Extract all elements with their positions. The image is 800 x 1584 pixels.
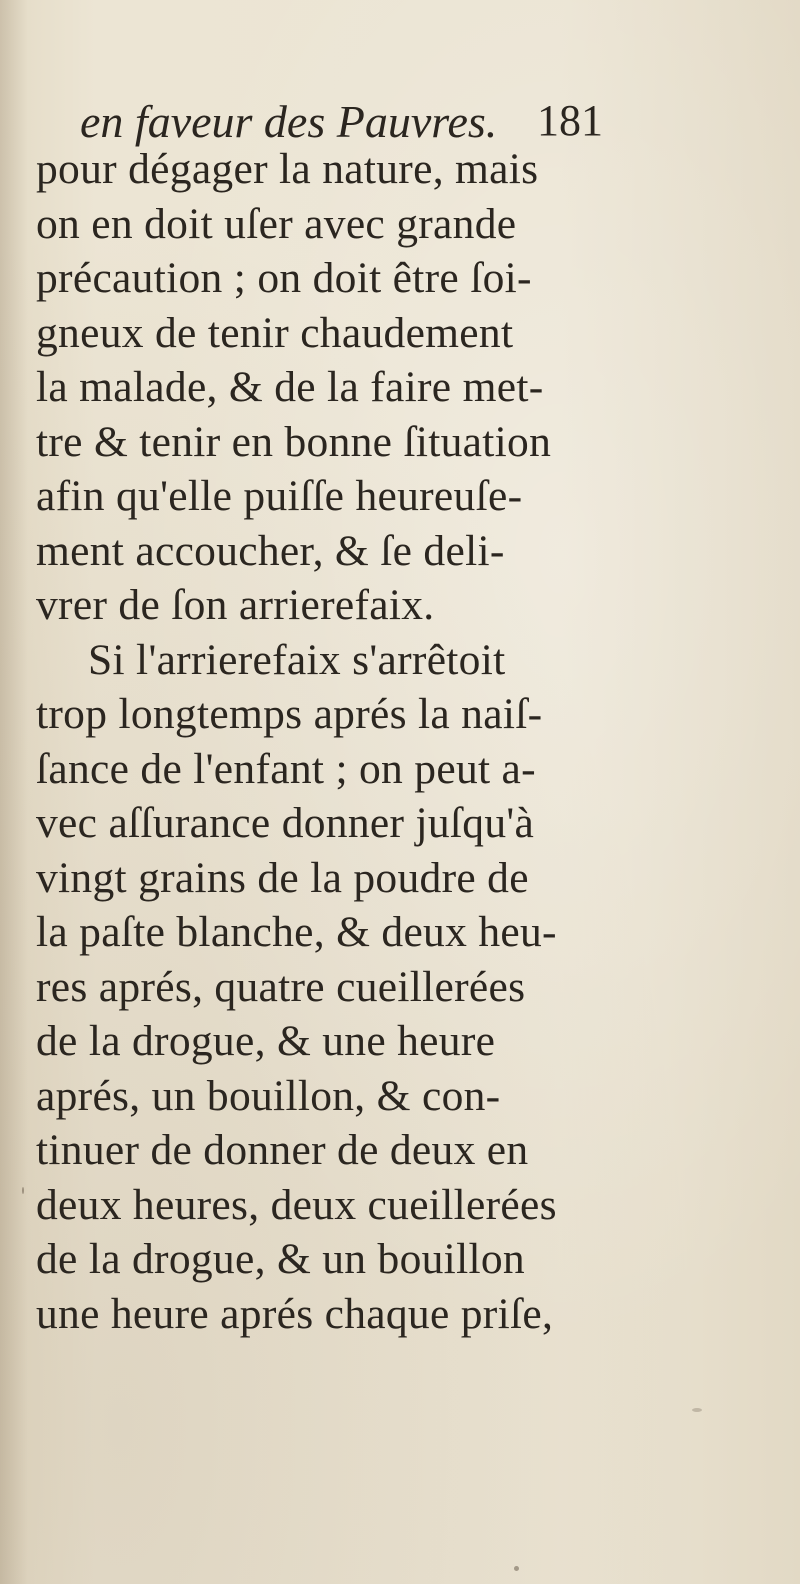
gutter-shadow [0,0,28,1584]
text-line: gneux de tenir chaudement [36,308,514,357]
text-line: tinuer de donner de deux en [36,1126,529,1174]
text-line: on en doit uſer avec grande [36,199,517,248]
text-line: aprés, un bouillon, & con- [36,1071,501,1120]
text-line: trop longtemps aprés la naiſ- [36,690,543,738]
running-head: en faveur des Pauvres. [80,96,498,147]
text-line: ment accoucher, & ſe deli- [36,526,505,575]
paragraph-start-line: Si l'arrierefaix s'arrêtoit [88,635,506,684]
text-line: vec aſſurance donner juſqu'à [36,799,535,847]
text-line: pour dégager la nature, mais [36,145,539,193]
text-line: ſance de l'enfant ; on peut a- [36,744,536,793]
paper-speck [514,1566,519,1571]
text-line: la paſte blanche, & deux heu- [36,908,557,956]
text-line: de la drogue, & un bouillon [36,1235,525,1283]
text-line: vrer de ſon arrierefaix. [36,581,435,629]
text-line: une heure aprés chaque priſe, [36,1289,554,1338]
text-line: tre & tenir en bonne ſituation [36,417,552,466]
text-line: vingt grains de la poudre de [36,853,529,902]
text-line: deux heures, deux cueillerées [36,1180,557,1229]
text-line: précaution ; on doit être ſoi- [36,254,532,302]
text-line: afin qu'elle puiſſe heureuſe- [36,472,523,520]
paper-speck [22,1187,24,1194]
page-number: 181 [537,96,603,145]
paper-speck [692,1408,702,1412]
text-line: res aprés, quatre cueillerées [36,962,526,1011]
text-line: de la drogue, & une heure [36,1017,496,1065]
body-text [36,142,636,1341]
text-line: la malade, & de la faire met- [36,363,544,411]
